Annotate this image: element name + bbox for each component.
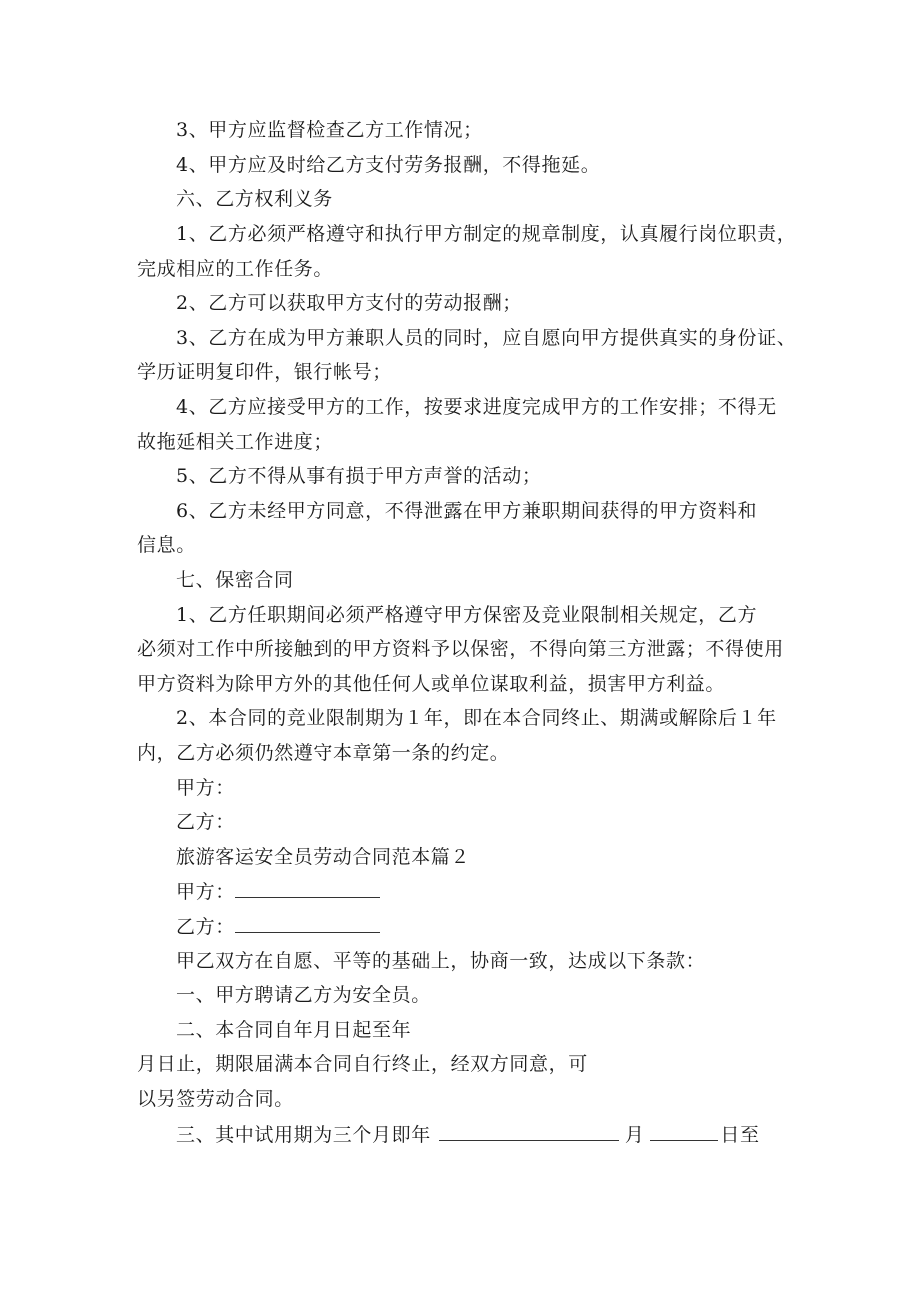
paragraph-line: 4、甲方应及时给乙方支付劳务报酬，不得拖延。 <box>176 154 601 176</box>
party-a-line <box>176 879 826 904</box>
paragraph-line: 5、乙方不得从事有损于甲方声誉的活动； <box>176 465 542 487</box>
paragraph-line: 1、乙方必须严格遵守和执行甲方制定的规章制度，认真履行岗位职责， <box>176 223 797 245</box>
section-heading: 六、乙方权利义务 <box>176 188 333 210</box>
year-blank <box>439 1122 619 1141</box>
probation-line <box>176 1122 826 1147</box>
paragraph-line: 甲方资料为除甲方外的其他任何人或单位谋取利益，损害甲方利益。 <box>137 673 726 695</box>
paragraph-line: 2、乙方可以获取甲方支付的劳动报酬； <box>176 292 522 314</box>
section-heading: 七、保密合同 <box>176 569 294 591</box>
paragraph-line: 必须对工作中所接触到的甲方资料予以保密，不得向第三方泄露；不得使用 <box>137 638 784 660</box>
party-b-label: 乙方： <box>176 811 235 833</box>
paragraph-line: 二、本合同自年月日起至年 <box>176 1019 412 1041</box>
party-b-line <box>176 914 826 939</box>
day-label: 日至 <box>720 1124 760 1146</box>
paragraph-line: 6、乙方未经甲方同意，不得泄露在甲方兼职期间获得的甲方资料和 <box>176 500 758 522</box>
paragraph-line: 一、甲方聘请乙方为安全员。 <box>176 984 431 1006</box>
paragraph-line: 信息。 <box>137 534 196 556</box>
paragraph-line: 月日止，期限届满本合同自行终止，经双方同意，可 <box>137 1053 588 1075</box>
paragraph-line: 完成相应的工作任务。 <box>137 258 334 280</box>
party-b-blank <box>235 914 380 933</box>
party-a-blank <box>235 879 380 898</box>
day-blank <box>650 1122 718 1141</box>
paragraph-line: 内，乙方必须仍然遵守本章第一条的约定。 <box>137 742 510 764</box>
paragraph-line: 以另签劳动合同。 <box>137 1088 294 1110</box>
probation-text: 三、其中试用期为三个月即年 <box>176 1124 431 1146</box>
paragraph-line: 甲乙双方在自愿、平等的基础上，协商一致，达成以下条款： <box>176 950 706 972</box>
paragraph-line: 3、乙方在成为甲方兼职人员的同时，应自愿向甲方提供真实的身份证、 <box>176 327 797 349</box>
paragraph-line: 3、甲方应监督检查乙方工作情况； <box>176 119 483 141</box>
month-label: 月 <box>624 1124 645 1146</box>
document-subtitle: 旅游客运安全员劳动合同范本篇２ <box>176 846 471 868</box>
party-b-label: 乙方： <box>176 916 235 938</box>
paragraph-line: 1、乙方任职期间必须严格遵守甲方保密及竞业限制相关规定，乙方 <box>176 604 758 626</box>
paragraph-line: 故拖延相关工作进度； <box>137 431 334 453</box>
paragraph-line: 学历证明复印件，银行帐号； <box>137 361 392 383</box>
party-a-label: 甲方： <box>176 881 235 903</box>
paragraph-line: 4、乙方应接受甲方的工作，按要求进度完成甲方的工作安排；不得无 <box>176 396 777 418</box>
paragraph-line: 2、本合同的竞业限制期为１年，即在本合同终止、期满或解除后１年 <box>176 707 777 729</box>
party-a-label: 甲方： <box>176 777 235 799</box>
